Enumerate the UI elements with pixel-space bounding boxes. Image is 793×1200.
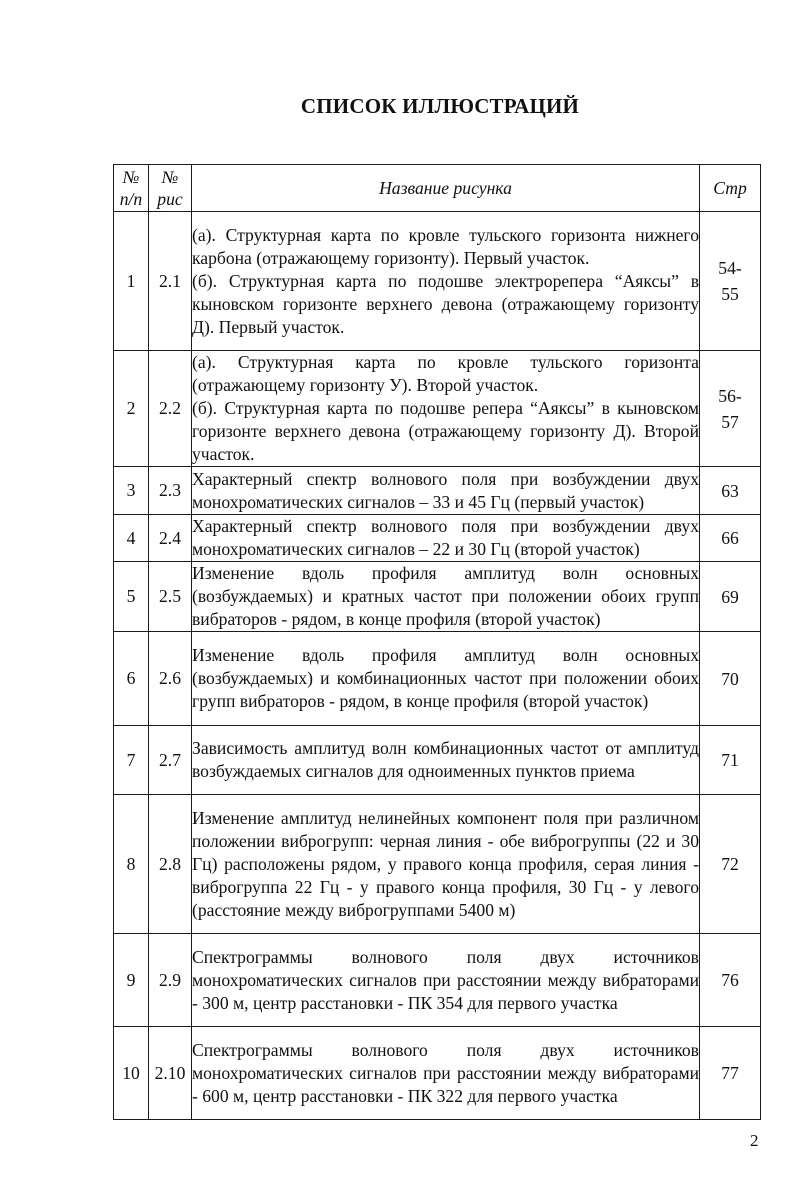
table-row (114, 934, 761, 1027)
header-fig-line: рис (157, 189, 183, 209)
row-num: 10 (114, 1027, 149, 1120)
row-title-part: Характерный спектр волнового поля при возбуждении двух монохроматических сигналов – 22 и 30 Гц (второй участок) (192, 516, 699, 559)
row-title (192, 726, 700, 795)
table-row (114, 1027, 761, 1120)
row-page-line: 57 (721, 411, 739, 432)
header-title: Название рисунка (192, 165, 700, 212)
row-title-part: (б). Структурная карта по подошве репера “Аяксы” в кыновском горизонте верхнего девона (отражающему горизонту Д). Второй участок. (192, 398, 699, 464)
table-row (114, 467, 761, 515)
row-page-line: 55 (721, 284, 739, 304)
row-num: 3 (114, 467, 149, 515)
row-title-part: Спектрограммы волнового поля двух источников монохроматических сигналов при расстоянии между вибраторами - 600 м, центр расстановки - ПК 322 для первого участка (192, 1039, 699, 1106)
illustrations-table (113, 164, 761, 1120)
row-page-line: 71 (721, 750, 739, 770)
row-num: 9 (114, 934, 149, 1027)
row-fig: 2.6 (149, 632, 192, 726)
table-row (114, 726, 761, 795)
row-title-part: Спектрограммы волнового поля двух источников монохроматических сигналов при расстоянии между вибраторами - 300 м, центр расстановки - ПК 354 для первого участка (192, 946, 699, 1013)
row-fig: 2.2 (149, 351, 192, 467)
row-page (700, 795, 761, 934)
table-row (114, 632, 761, 726)
row-title (192, 795, 700, 934)
row-fig: 2.8 (149, 795, 192, 934)
row-title-part: Зависимость амплитуд волн комбинационных частот от амплитуд возбуждаемых сигналов для одноименных пунктов приема (192, 738, 699, 781)
header-fig-line: № (161, 167, 179, 187)
row-num: 7 (114, 726, 149, 795)
header-num-line: № (122, 167, 140, 187)
row-title-part: (а). Структурная карта по кровле тульского горизонта нижнего карбона (отражающему горизонту). Первый участок. (192, 224, 699, 268)
row-title (192, 515, 700, 562)
row-fig: 2.1 (149, 212, 192, 351)
row-title-part: Характерный спектр волнового поля при возбуждении двух монохроматических сигналов – 33 и 45 Гц (первый участок) (192, 468, 699, 512)
row-page (700, 467, 761, 515)
header-num (114, 165, 149, 212)
row-title (192, 351, 700, 467)
page-number: 2 (750, 1131, 759, 1150)
row-page-line: 56- (718, 385, 742, 406)
row-num: 4 (114, 515, 149, 562)
row-fig: 2.7 (149, 726, 192, 795)
page-title: СПИСОК ИЛЛЮСТРАЦИЙ (300, 94, 580, 118)
row-page-line: 72 (721, 854, 739, 874)
row-page-line: 54- (718, 258, 742, 278)
row-num: 2 (114, 351, 149, 467)
row-num: 1 (114, 212, 149, 351)
row-page (700, 934, 761, 1027)
row-title (192, 934, 700, 1027)
header-fig (149, 165, 192, 212)
row-page-line: 66 (721, 528, 739, 548)
row-fig: 2.10 (149, 1027, 192, 1120)
row-title (192, 467, 700, 515)
table-row (114, 212, 761, 351)
row-page (700, 562, 761, 632)
table-row (114, 515, 761, 562)
table-row (114, 351, 761, 467)
row-page-line: 76 (721, 970, 739, 990)
row-page-line: 77 (721, 1063, 739, 1083)
row-title (192, 1027, 700, 1120)
row-page (700, 515, 761, 562)
row-page (700, 351, 761, 467)
row-title-part: Изменение вдоль профиля амплитуд волн основных (возбуждаемых) и кратных частот при положении обоих групп вибраторов - рядом, в конце профиля (второй участок) (192, 563, 699, 629)
row-title (192, 632, 700, 726)
row-page (700, 212, 761, 351)
row-fig: 2.5 (149, 562, 192, 632)
row-title-part: (б). Структурная карта по подошве электрорепера “Аяксы” в кыновском горизонте верхнего девона (отражающему горизонту Д). Первый участок. (192, 270, 699, 337)
row-num: 6 (114, 632, 149, 726)
row-page (700, 726, 761, 795)
row-page (700, 632, 761, 726)
row-page-line: 63 (721, 480, 739, 501)
row-title-part: (а). Структурная карта по кровле тульского горизонта (отражающему горизонту У). Второй участок. (192, 352, 699, 395)
table-header-row (114, 165, 761, 212)
row-page (700, 1027, 761, 1120)
header-page: Стр (700, 165, 761, 212)
table-row (114, 795, 761, 934)
table-row (114, 562, 761, 632)
row-page-line: 70 (721, 668, 739, 689)
row-num: 5 (114, 562, 149, 632)
row-title (192, 562, 700, 632)
row-title-part: Изменение вдоль профиля амплитуд волн основных (возбуждаемых) и комбинационных частот при положении обоих групп вибраторов - рядом, в конце профиля (второй участок) (192, 645, 699, 711)
row-title-part: Изменение амплитуд нелинейных компонент поля при различном положении виброгрупп: черная линия - обе виброгруппы (22 и 30 Гц) расположены рядом, у правого конца профиля, серая линия - виброгруппа 22 Гц - у правого конца профиля, 30 Гц - у левого (расстояние между виброгруппами 5400 м) (192, 807, 699, 920)
row-fig: 2.9 (149, 934, 192, 1027)
row-num: 8 (114, 795, 149, 934)
header-num-line: п/п (119, 189, 143, 209)
row-fig: 2.4 (149, 515, 192, 562)
row-fig: 2.3 (149, 467, 192, 515)
row-page-line: 69 (721, 586, 739, 607)
row-title (192, 212, 700, 351)
